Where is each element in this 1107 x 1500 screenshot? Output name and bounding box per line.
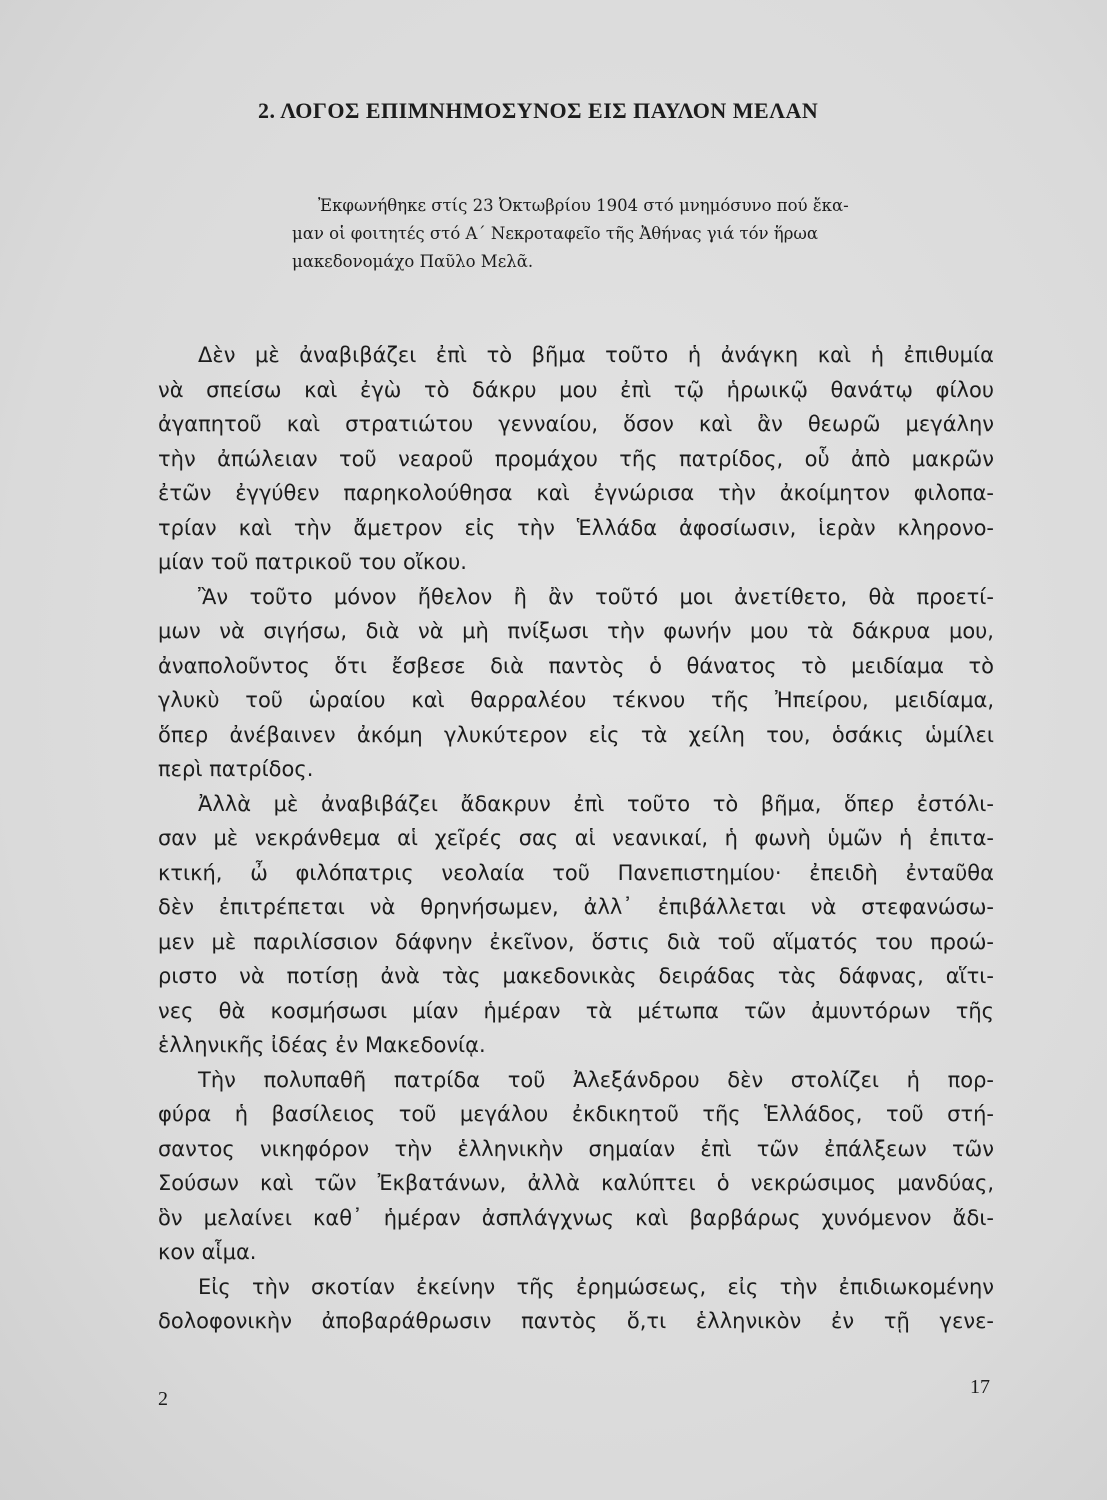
body-line: περὶ πατρίδος. (158, 757, 314, 781)
body-line: δολοφονικὴν ἀποβαράθρωσιν παντὸς ὅ,τι ἑλληνικὸν ἐν τῇ γενε- (158, 1309, 994, 1333)
body-line: μίαν τοῦ πατρικοῦ του οἴκου. (158, 550, 467, 574)
body-line: Ἀλλὰ μὲ ἀναβιβάζει ἄδακρυν ἐπὶ τοῦτο τὸ βῆμα, ὅπερ ἐστόλι- (198, 791, 994, 816)
speech-note-line: μαν οἱ φοιτητές στό Α΄ Νεκροταφεῖο τῆς Ἀθήνας γιά τόν ἥρωα (292, 224, 818, 243)
body-line: σαντος νικηφόρον τὴν ἑλληνικὴν σημαίαν ἐπὶ τῶν ἐπάλξεων τῶν (158, 1136, 994, 1161)
body-line: φύρα ἡ βασίλειος τοῦ μεγάλου ἐκδικητοῦ τῆς Ἑλλάδος, τοῦ στή- (158, 1102, 994, 1126)
body-line: μεν μὲ παριλίσσιον δάφνην ἐκεῖνον, ὅστις διὰ τοῦ αἵματός του προώ- (158, 929, 994, 954)
body-line: ἑλληνικῆς ἰδέας ἐν Μακεδονίᾳ. (158, 1033, 486, 1057)
body-line: νὰ σπείσω καὶ ἐγὼ τὸ δάκρυ μου ἐπὶ τῷ ἡρωικῷ θανάτῳ φίλου (158, 377, 994, 402)
body-line: δὲν ἐπιτρέπεται νὰ θρηνήσωμεν, ἀλλ᾽ ἐπιβάλλεται νὰ στεφανώσω- (158, 895, 994, 919)
body-line: σαν μὲ νεκράνθεμα αἱ χεῖρές σας αἱ νεανικαί, ἡ φωνὴ ὑμῶν ἡ ἐπιτα- (158, 826, 994, 850)
signature-mark: 2 (158, 1388, 168, 1410)
speech-body (158, 338, 994, 1339)
body-line: Εἰς τὴν σκοτίαν ἐκείνην τῆς ἐρημώσεως, εἰς τὴν ἐπιδιωκομένην (198, 1274, 994, 1299)
speech-note-line: Ἐκφωνήθηκε στίς 23 Ὀκτωβρίου 1904 στό μνημόσυνο πού ἔκα- (318, 196, 849, 215)
body-line: κτική, ὦ φιλόπατρις νεολαία τοῦ Πανεπιστημίου· ἐπειδὴ ἐνταῦθα (158, 860, 994, 885)
body-line: γλυκὺ τοῦ ὡραίου καὶ θαρραλέου τέκνου τῆς Ἠπείρου, μειδίαμα, (158, 688, 994, 712)
body-line: τὴν ἀπώλειαν τοῦ νεαροῦ προμάχου τῆς πατρίδος, οὗ ἀπὸ μακρῶν (158, 446, 994, 471)
body-line: τρίαν καὶ τὴν ἄμετρον εἰς τὴν Ἑλλάδα ἀφοσίωσιν, ἱερὰν κληρονο- (158, 515, 994, 540)
body-line: Σούσων καὶ τῶν Ἐκβατάνων, ἀλλὰ καλύπτει ὁ νεκρώσιμος μανδύας, (158, 1171, 994, 1195)
body-line: νες θὰ κοσμήσωσι μίαν ἡμέραν τὰ μέτωπα τῶν ἀμυντόρων τῆς (158, 998, 994, 1023)
body-line: ἀναπολοῦντος ὅτι ἔσβεσε διὰ παντὸς ὁ θάνατος τὸ μειδίαμα τὸ (158, 653, 994, 678)
body-line: ἐτῶν ἐγγύθεν παρηκολούθησα καὶ ἐγνώρισα τὴν ἀκοίμητον φιλοπα- (158, 481, 994, 505)
body-line: Τὴν πολυπαθῆ πατρίδα τοῦ Ἀλεξάνδρου δὲν στολίζει ἡ πορ- (198, 1067, 994, 1092)
body-line: ἀγαπητοῦ καὶ στρατιώτου γενναίου, ὅσον καὶ ἂν θεωρῶ μεγάλην (158, 412, 994, 436)
body-line: κον αἷμα. (158, 1240, 257, 1264)
section-heading: 2. ΛΟΓΟΣ ΕΠΙΜΝΗΜΟΣΥΝΟΣ ΕΙΣ ΠΑΥΛΟΝ ΜΕΛΑΝ (258, 98, 819, 123)
body-line: Ἂν τοῦτο μόνον ἤθελον ἢ ἂν τοῦτό μοι ἀνετίθετο, θὰ προετί- (198, 584, 994, 609)
body-line: μων νὰ σιγήσω, διὰ νὰ μὴ πνίξωσι τὴν φωνήν μου τὰ δάκρυα μου, (158, 619, 994, 643)
page-number: 17 (970, 1376, 990, 1398)
body-line: ριστο νὰ ποτίσῃ ἀνὰ τὰς μακεδονικὰς δειράδας τὰς δάφνας, αἵτι- (158, 964, 994, 988)
body-line: ὃν μελαίνει καθ᾽ ἡμέραν ἀσπλάγχνως καὶ βαρβάρως χυνόμενον ἄδι- (158, 1205, 994, 1230)
speech-note (292, 192, 904, 276)
body-line: ὅπερ ἀνέβαινεν ἀκόμη γλυκύτερον εἰς τὰ χείλη του, ὁσάκις ὡμίλει (158, 722, 994, 747)
body-line: Δὲν μὲ ἀναβιβάζει ἐπὶ τὸ βῆμα τοῦτο ἡ ἀνάγκη καὶ ἡ ἐπιθυμία (198, 343, 994, 367)
speech-note-line: μακεδονομάχο Παῦλο Μελᾶ. (292, 252, 534, 271)
